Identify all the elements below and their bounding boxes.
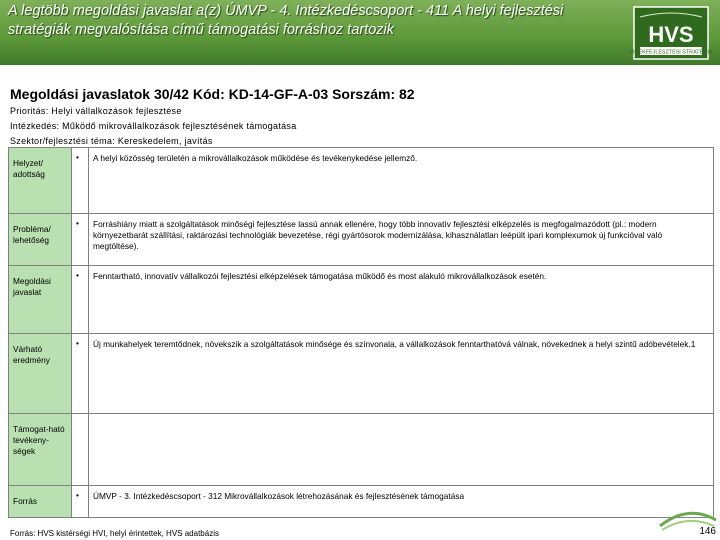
bullet-cell bbox=[72, 414, 89, 486]
row-label: Megoldási javaslat bbox=[9, 266, 72, 334]
row-text: ÚMVP - 3. Intézkedéscsoport - 312 Mikrovállalkozások létrehozásának és fejlesztésének támogatása bbox=[89, 486, 714, 518]
table-row bbox=[9, 334, 714, 414]
page-number: 146 bbox=[699, 526, 716, 537]
bullet-icon: • bbox=[72, 214, 89, 266]
bullet-icon: • bbox=[72, 148, 89, 214]
row-label: Támogat-ható tevékeny-ségek bbox=[9, 414, 72, 486]
logo-text: HVS bbox=[648, 22, 694, 47]
hvs-logo-icon bbox=[629, 7, 713, 59]
row-text: Forráshiány miatt a szolgáltatások minőségi fejlesztése lassú annak ellenére, hogy több innovatív fejlesztési elképzelés is megfogalmazódott (pl.: modern környezetbarát szállítási, raktározási technológiák bevezetése, régi gyártósorok modernizálása, kihasználatlan leépült ipari komplexumok új funkcióval való megtöltése). bbox=[89, 214, 714, 266]
table-row bbox=[9, 266, 714, 334]
row-label: Várható eredmény bbox=[9, 334, 72, 414]
priority-line: Prioritás: Helyi vállalkozások fejlesztése bbox=[10, 106, 182, 116]
logo-subtext: VIDÉKFEJLESZTÉSI STRATÉGIA bbox=[629, 49, 713, 56]
measure-line: Intézkedés: Működő mikrovállalkozások fejlesztésének támogatása bbox=[10, 121, 297, 131]
sector-line: Szektor/fejlesztési téma: Kereskedelem, javítás bbox=[10, 136, 213, 146]
table-row bbox=[9, 214, 714, 266]
bullet-icon: • bbox=[72, 334, 89, 414]
row-text: A helyi közösség területén a mikrovállalkozások működése és tevékenykedése jellemző. bbox=[89, 148, 714, 214]
row-text: Fenntartható, innovatív vállalkozói fejlesztési elképzelések támogatása működő és most alakuló mikrovállalkozások esetén. bbox=[89, 266, 714, 334]
row-label: Probléma/ lehetőség bbox=[9, 214, 72, 266]
footer-source: Forrás: HVS kistérségi HVI, helyi érintettek, HVS adatbázis bbox=[10, 529, 219, 538]
row-label: Forrás bbox=[9, 486, 72, 518]
table-row bbox=[9, 148, 714, 214]
bullet-icon: • bbox=[72, 486, 89, 518]
table-row bbox=[9, 486, 714, 518]
row-label: Helyzet/ adottság bbox=[9, 148, 72, 214]
table-row bbox=[9, 414, 714, 486]
header-banner bbox=[0, 0, 720, 65]
header-title: A legtöbb megoldási javaslat a(z) ÚMVP - 4. Intézkedéscsoport - 411 A helyi fejlesztési stratégiák megvalósítása című támogatási forráshoz tartozik bbox=[8, 3, 564, 38]
bullet-icon: • bbox=[72, 266, 89, 334]
row-text bbox=[89, 414, 714, 486]
solution-table bbox=[8, 147, 714, 518]
page-heading: Megoldási javaslatok 30/42 Kód: KD-14-GF-A-03 Sorszám: 82 bbox=[10, 86, 415, 102]
row-text: Új munkahelyek teremtődnek, növekszik a szolgáltatások minősége és színvonala, a vállalkozások fenntarthatóvá válnak, növekednek a helyi szintű adóbevételek.1 bbox=[89, 334, 714, 414]
